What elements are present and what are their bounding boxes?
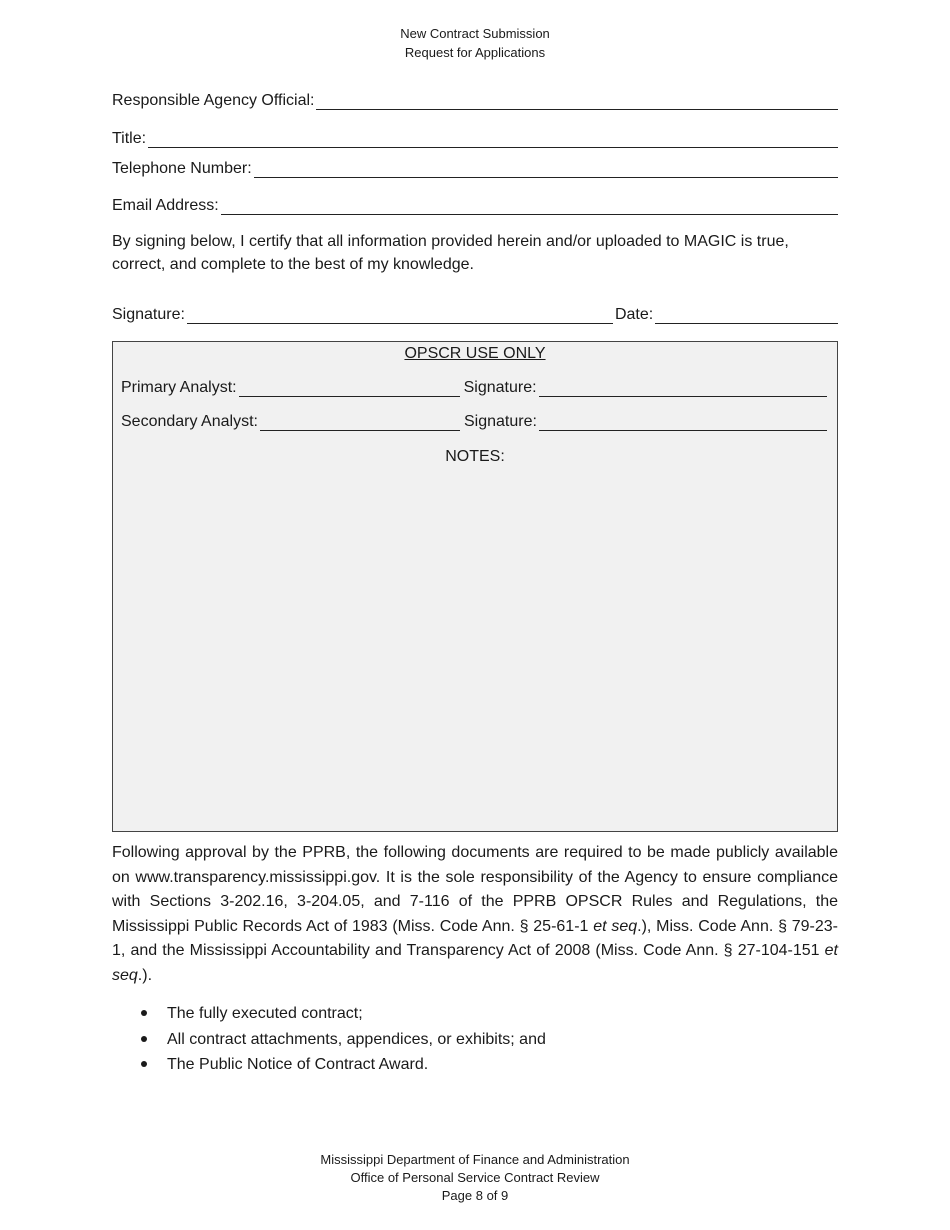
list-item-text: The fully executed contract;: [167, 1005, 363, 1022]
bullet-icon: [141, 1010, 147, 1016]
title-field: [112, 130, 838, 148]
secondary-analyst-row: [121, 413, 827, 431]
signature-label: Signature:: [112, 306, 185, 323]
opscr-title-text: OPSCR USE ONLY: [404, 345, 546, 362]
telephone-field: [112, 160, 838, 178]
title-label: Title:: [112, 130, 147, 147]
publication-paragraph: [112, 841, 838, 989]
primary-analyst-line[interactable]: [239, 382, 460, 397]
telephone-line[interactable]: [254, 163, 838, 178]
et-seq-2: et seq: [112, 942, 838, 984]
notes-label: NOTES:: [445, 448, 505, 465]
date-line[interactable]: [655, 309, 838, 324]
primary-signature-label: Signature:: [463, 379, 537, 396]
bullet-icon: [141, 1061, 147, 1067]
primary-analyst-label: Primary Analyst:: [121, 379, 237, 396]
official-line[interactable]: [316, 95, 838, 110]
official-field: [112, 92, 838, 110]
secondary-analyst-line[interactable]: [260, 416, 460, 431]
list-item-text: The Public Notice of Contract Award.: [167, 1056, 429, 1073]
et-seq-1: et seq: [593, 917, 638, 935]
email-label: Email Address:: [112, 197, 219, 214]
secondary-signature-line[interactable]: [539, 416, 827, 431]
opscr-use-only-box: [112, 341, 838, 832]
secondary-signature-label: Signature:: [463, 413, 537, 430]
paragraph-part-1: Following approval by the PPRB, the following documents are required to be made publicly available on www.transparency.mississippi.gov. It is the sole responsibility of the Agency to ensure compliance with Sections 3-202.16, 3-204.05, and 7-116 of the PPRB OPSCR Rules and Regulations, the Mississippi Public Records Act of 1983 (Miss. Code Ann. § 25-61-1: [112, 844, 838, 935]
required-documents-list: [112, 1001, 838, 1078]
list-item: [112, 1027, 838, 1053]
page-footer: [0, 1151, 950, 1205]
primary-analyst-row: [121, 379, 827, 397]
header-line-2: Request for Applications: [404, 45, 546, 60]
footer-line-1: Mississippi Department of Finance and Administration: [320, 1152, 630, 1167]
email-field: [112, 197, 838, 215]
certification-text: By signing below, I certify that all information provided herein and/or uploaded to MAGIC is true, correct, and complete to the best of my knowledge.: [112, 233, 789, 273]
footer-line-2: Office of Personal Service Contract Review: [350, 1170, 600, 1185]
paragraph-part-3: .).: [137, 966, 153, 984]
bullet-icon: [141, 1036, 147, 1042]
list-item: [112, 1001, 838, 1027]
title-line[interactable]: [148, 133, 838, 148]
paragraph-part-2: .), Miss. Code Ann. § 79-23-1, and the Mississippi Accountability and Transparency Act of 2008 (Miss. Code Ann. § 27-104-151: [112, 917, 839, 960]
list-item: [112, 1052, 838, 1078]
official-label: Responsible Agency Official:: [112, 92, 315, 109]
signature-row: [112, 306, 838, 324]
primary-signature-line[interactable]: [539, 382, 827, 397]
secondary-analyst-label: Secondary Analyst:: [121, 413, 258, 430]
email-line[interactable]: [221, 200, 838, 215]
page-header: [0, 24, 950, 62]
list-item-text: All contract attachments, appendices, or exhibits; and: [167, 1030, 546, 1048]
telephone-label: Telephone Number:: [112, 160, 252, 177]
date-label: Date:: [614, 306, 654, 323]
page-number: Page 8 of 9: [441, 1188, 509, 1203]
opscr-title: [113, 345, 837, 363]
signature-line[interactable]: [187, 309, 613, 324]
header-line-1: New Contract Submission: [400, 26, 550, 41]
